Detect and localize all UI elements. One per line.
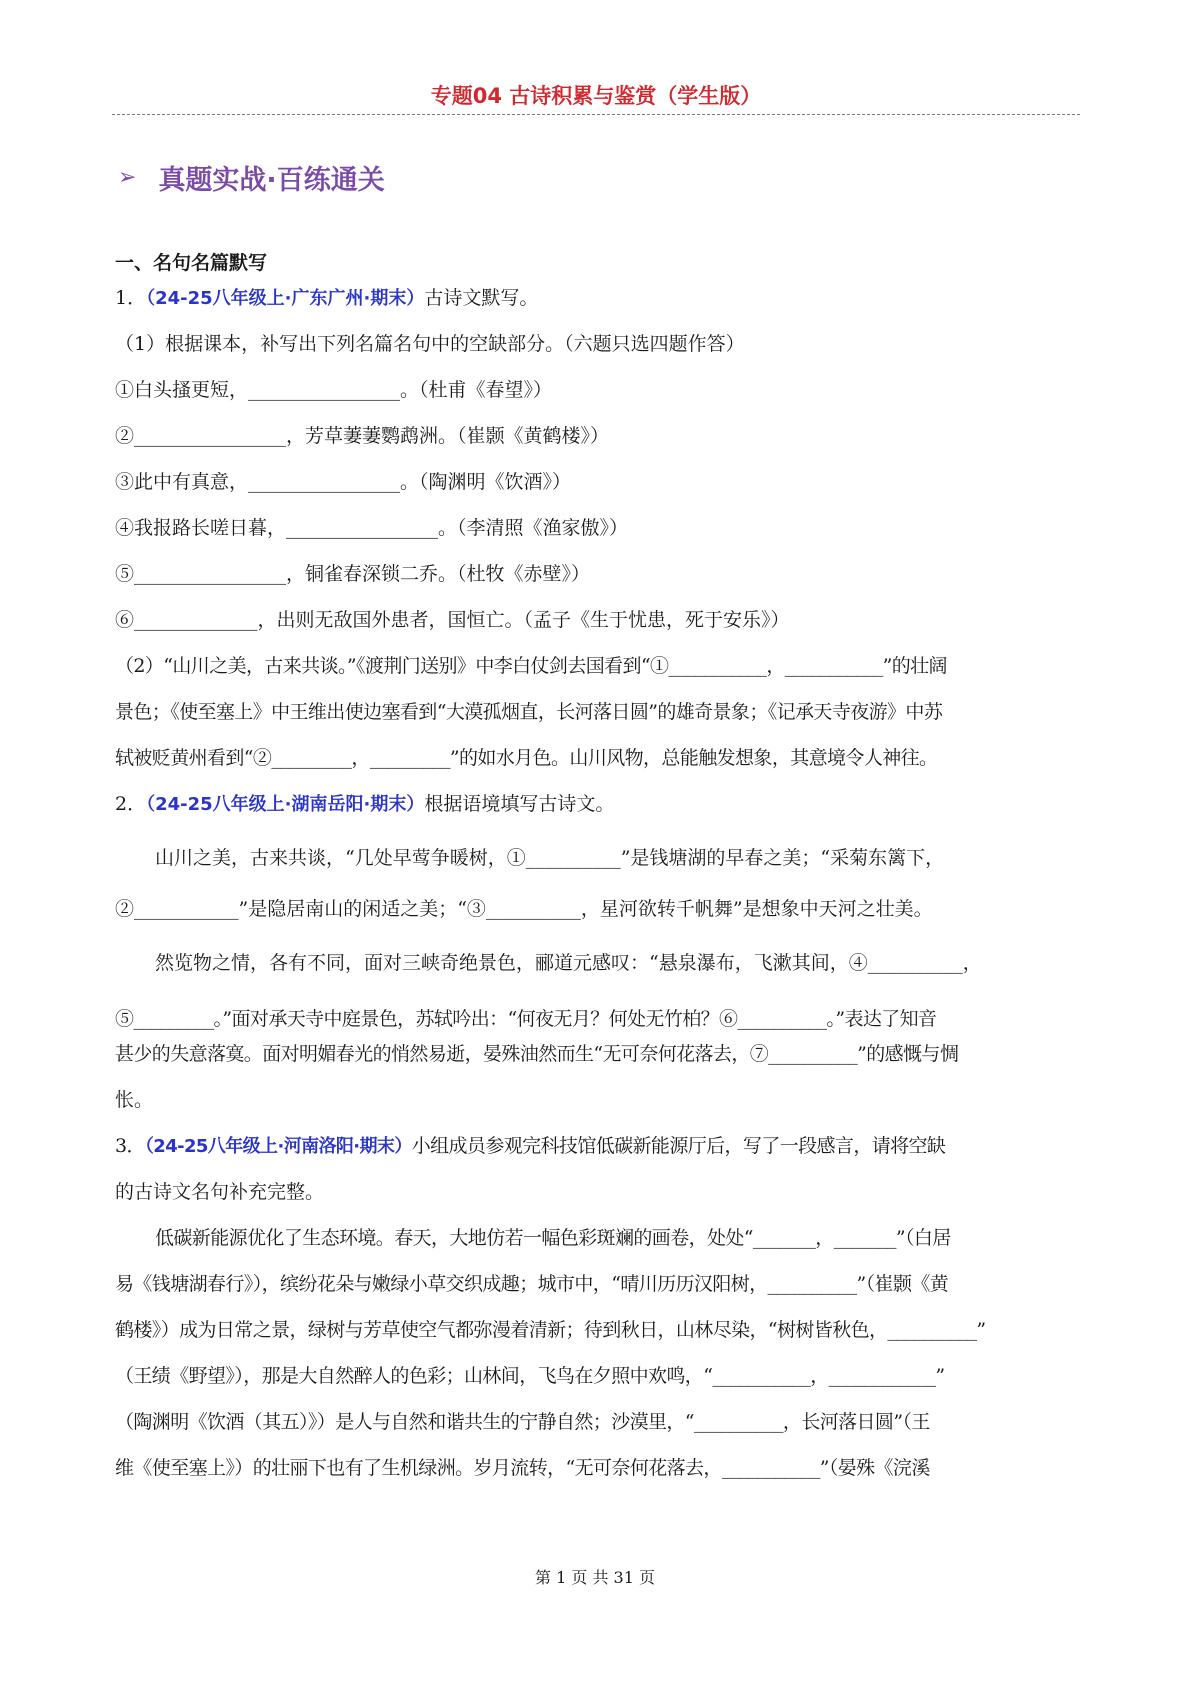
section-heading [118,158,385,197]
question-1-sub2-line: 轼被贬黄州看到“②_________，_________”的如水月色。山川风物，总能触发想象，其意境令人神往。 [115,747,938,769]
question-2-line: 然览物之情，各有不同，面对三峡奇绝景色，郦道元感叹：“悬泉瀑布，飞漱其间，④__________， [155,952,982,974]
question-2-line: 甚少的失意落寞。面对明媚春光的悄然易逝，晏殊油然而生“无可奈何花落去，⑦__________”的感慨与惆 [115,1043,959,1065]
question-3-prompt-cont: 的古诗文名句补充完整。 [115,1181,325,1203]
question-content [115,283,1080,1499]
question-source-tag: （24-25八年级上·河南洛阳·期末） [144,1136,412,1157]
fill-item-2: ②________________，芳草萋萋鹦鹉洲。（崔颢《黄鹤楼》） [115,425,610,447]
question-2-line: 怅。 [115,1089,154,1111]
fill-item-3: ③此中有真意，________________。（陶渊明《饮酒》） [115,471,572,493]
question-3-header [115,1131,1080,1177]
question-number: 2． [115,793,147,815]
fill-item-6: ⑥_____________，出则无敌国外患者，国恒亡。（孟子《生于忧患，死于安乐》） [115,609,790,631]
question-source-tag: （24-25八年级上·广东广州·期末） [146,288,425,309]
fill-item-5: ⑤________________，铜雀春深锁二乔。（杜牧《赤壁》） [115,563,591,585]
question-prompt: 根据语境填写古诗文。 [424,793,615,815]
question-2-line: ②___________”是隐居南山的闲适之美；“③__________，星河欲转千帆舞”是想象中天河之壮美。 [115,898,933,920]
question-2-line: ⑤_________。”面对承天寺中庭景色，苏轼吟出：“何夜无月？何处无竹柏？⑥__________。”表达了知音 [115,1008,937,1030]
page-header-title: 专题04 古诗积累与鉴赏（学生版） [430,84,762,108]
section-title: 真题实战·百练通关 [158,165,385,196]
question-1-sub1: （1）根据课本，补写出下列名篇名句中的空缺部分。（六题只选四题作答） [115,333,745,355]
header-divider [112,114,1080,115]
question-3-line: 低碳新能源优化了生态环境。春天，大地仿若一幅色彩斑斓的画卷，处处“_______，_______”（白居 [155,1227,951,1249]
question-3-line: 易《钱塘湖春行》），缤纷花朵与嫩绿小草交织成趣；城市中，“晴川历历汉阳树，__________”（崔颢《黄 [115,1273,949,1295]
fill-item-4: ④我报路长嗟日暮，________________。（李清照《渔家傲》） [115,517,629,539]
fill-item-1: ①白头搔更短，________________。（杜甫《春望》） [115,379,553,401]
question-1-sub2-line: （2）“山川之美，古来共谈。”《渡荆门送别》中李白仗剑去国看到“①___________，___________”的壮阔 [115,655,947,677]
question-2-header [115,789,1080,835]
question-number: 1． [115,287,147,309]
question-3-line: （陶渊明《饮酒（其五）》）是人与自然和谐共生的宁静自然；沙漠里，“__________，长河落日圆”（王 [115,1411,930,1433]
question-2-line: 山川之美，古来共谈，“几处早莺争暖树，①__________”是钱塘湖的早春之美；“采菊东篱下， [155,847,945,869]
question-source-tag: （24-25八年级上·湖南岳阳·期末） [146,794,425,815]
question-prompt: 古诗文默写。 [424,287,539,309]
question-1-header [115,283,1080,329]
question-3-line: （王绩《野望》），那是大自然醉人的色彩；山林间，飞鸟在夕照中欢鸣，“___________，____________” [115,1365,945,1387]
question-1-sub2-line: 景色；《使至塞上》中王维出使边塞看到“大漠孤烟直，长河落日圆”的雄奇景象；《记承天寺夜游》中苏 [115,701,943,723]
question-prompt: 小组成员参观完科技馆低碳新能源厅后，写了一段感言，请将空缺 [411,1135,946,1157]
part-title: 一、名句名篇默写 [115,252,268,274]
question-number: 3． [115,1135,145,1157]
page-footer: 第 1 页 共 31 页 [535,1568,655,1587]
question-3-line: 鹤楼》）成为日常之景，绿树与芳草使空气都弥漫着清新；待到秋日，山林尽染，“树树皆秋色，__________” [115,1319,986,1341]
question-3-line: 维《使至塞上》）的壮丽下也有了生机绿洲。岁月流转，“无可奈何花落去，___________”（晏殊《浣溪 [115,1457,930,1479]
arrow-bullet-icon: ➢ [118,165,137,190]
